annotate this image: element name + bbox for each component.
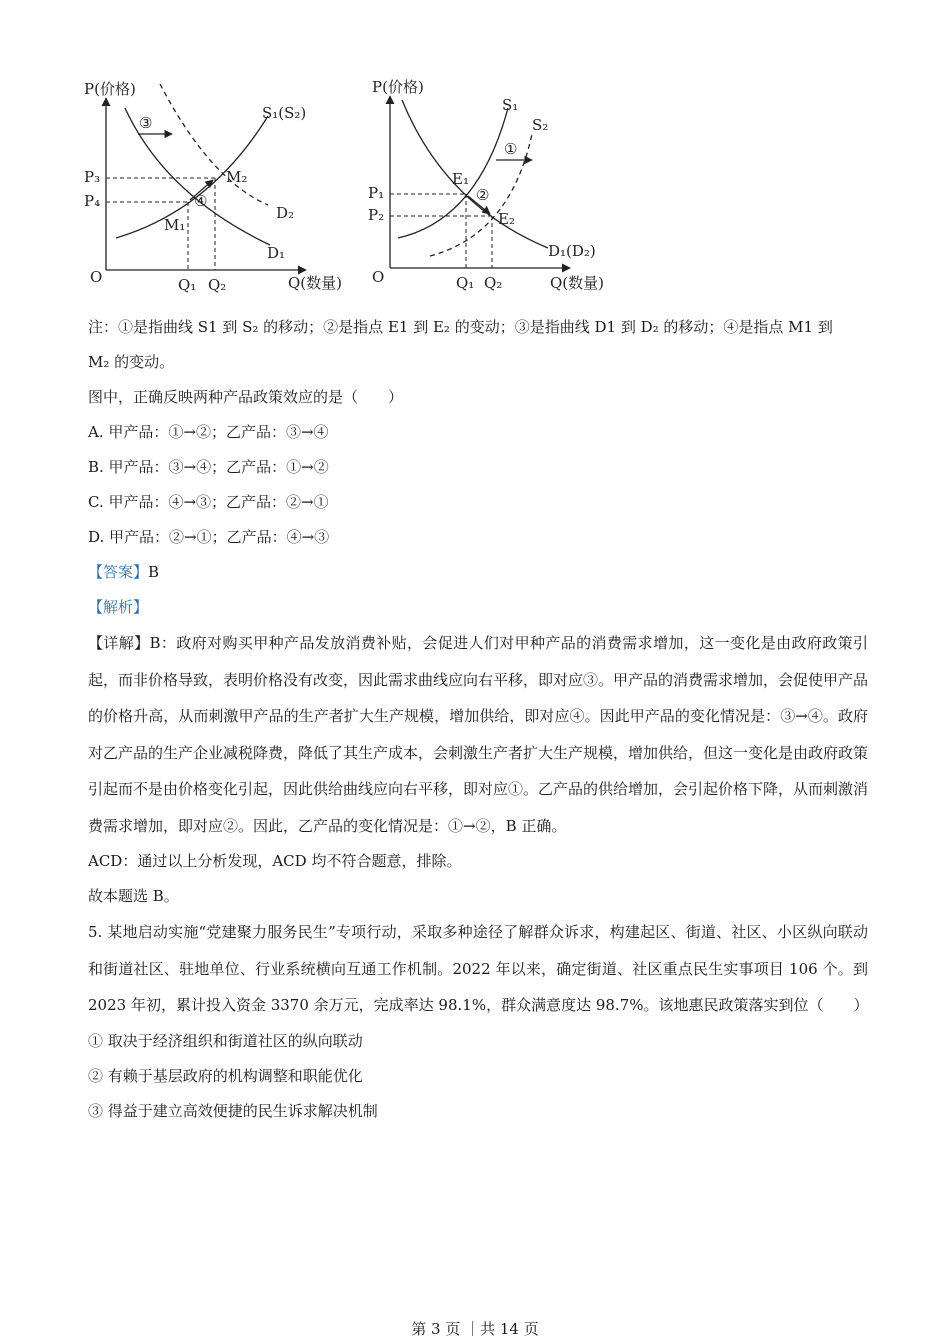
detail-text: B：政府对购买甲种产品发放消费补贴，会促进人们对甲种产品的消费需求增加，这一变化是由政府政策引起，而非价格导致，表明价格没有改变，因此需求曲线应向右平移，即对应③。甲产品的消费需求增加，会促使甲产品的价格升高，从而刺激甲产品的生产者扩大生产规模，增加供给，即对应④。因此甲产品的变化情况是：③→④。政府对乙产品的生产企业减税降费，降低了其生产成本，会刺激生产者扩大生产规模，增加供给，但这一变化是由政府政策引起而不是由价格变化引起，因此供给曲线应向右平移，即对应①。乙产品的供给增加，会引起价格下降，从而刺激消费需求增加，即对应②。因此，乙产品的变化情况是：①→②，B 正确。 xyxy=(88,634,869,835)
e1-label: E₁ xyxy=(452,170,469,188)
option-d: D. 甲产品：②→①；乙产品：④→③ xyxy=(88,528,330,546)
p3-label: P₃ xyxy=(84,168,101,186)
detail-paragraph xyxy=(88,625,868,844)
point2-label: ② xyxy=(476,186,490,204)
x-axis-label: Q(数量) xyxy=(288,274,343,292)
option-c: C. 甲产品：④→③；乙产品：②→① xyxy=(88,493,329,511)
p2-label: P₂ xyxy=(368,206,385,224)
y-axis-label: P(价格) xyxy=(84,80,136,98)
analysis-line xyxy=(88,590,868,625)
page-footer: 第 3 页 ｜共 14 页 xyxy=(411,1320,539,1338)
note-line-1: 注：①是指曲线 S1 到 S₂ 的移动；②是指点 E1 到 E₂ 的变动；③是指曲线 D1 到 D₂ 的移动；④是指点 M1 到 xyxy=(88,318,833,336)
p1-label: P₁ xyxy=(368,184,385,202)
question-5: 5. 某地启动实施“党建聚力服务民生”专项行动，采取多种途径了解群众诉求，构建起区、街道、社区、小区纵向联动和街道社区、驻地单位、行业系统横向互通工作机制。2022 年以来，确定街道、社区重点民生实事项目 106 个。到 2023 年初，累计投入资金 3370 余万元，完成率达 98.1%，群众满意度达 98.7%。该地惠民政策落实到位（ ） xyxy=(88,923,869,1014)
answer-value: B xyxy=(148,563,160,581)
figure-right xyxy=(360,70,630,302)
demand-curve-d2 xyxy=(160,84,268,205)
arrow3-label: ③ xyxy=(139,114,153,132)
demand-label: D₁(D₂) xyxy=(548,242,596,260)
detail-tag: 【详解】 xyxy=(88,634,150,652)
note-line-2: M₂ 的变动。 xyxy=(88,353,175,371)
demand-curve xyxy=(402,100,548,248)
document-body xyxy=(88,310,868,1129)
origin-label: O xyxy=(372,268,385,286)
e2-label: E₂ xyxy=(498,210,515,228)
q2-label: Q₂ xyxy=(484,274,503,292)
option-a: A. 甲产品：①→②；乙产品：③→④ xyxy=(88,423,329,441)
p4-label: P₄ xyxy=(84,192,101,210)
s2-label: S₂ xyxy=(532,116,549,134)
q5-option-3: ③ 得益于建立高效便捷的民生诉求解决机制 xyxy=(88,1101,378,1120)
m2-label: M₂ xyxy=(226,168,248,186)
q1-label: Q₁ xyxy=(456,274,475,292)
answer-line xyxy=(88,555,868,590)
d1-label: D₁ xyxy=(267,244,286,262)
arrow1-label: ① xyxy=(504,140,518,158)
s1-label: S₁ xyxy=(502,96,519,114)
answer-tag: 【答案】 xyxy=(88,563,149,581)
option-b: B. 甲产品：③→④；乙产品：①→② xyxy=(88,458,329,476)
m1-label: M₁ xyxy=(164,216,186,234)
question-stem: 图中，正确反映两种产品政策效应的是（ ） xyxy=(88,388,404,406)
d2-label: D₂ xyxy=(276,204,295,222)
q2-label: Q₂ xyxy=(208,276,227,294)
q5-option-2: ② 有赖于基层政府的机构调整和职能优化 xyxy=(88,1066,363,1085)
origin-label: O xyxy=(90,268,103,286)
analysis-tag: 【解析】 xyxy=(88,598,149,616)
conclusion-line: 故本题选 B。 xyxy=(88,887,179,905)
figures xyxy=(70,70,630,302)
acd-line: ACD：通过以上分析发现，ACD 均不符合题意，排除。 xyxy=(88,852,462,870)
x-axis-label: Q(数量) xyxy=(550,274,605,292)
y-axis-label: P(价格) xyxy=(372,78,424,96)
point4-label: ④ xyxy=(194,192,208,210)
figure-left xyxy=(70,70,360,302)
q5-option-1: ① 取决于经济组织和街道社区的纵向联动 xyxy=(88,1031,363,1050)
supply-label: S₁(S₂) xyxy=(262,104,307,122)
q1-label: Q₁ xyxy=(178,276,197,294)
